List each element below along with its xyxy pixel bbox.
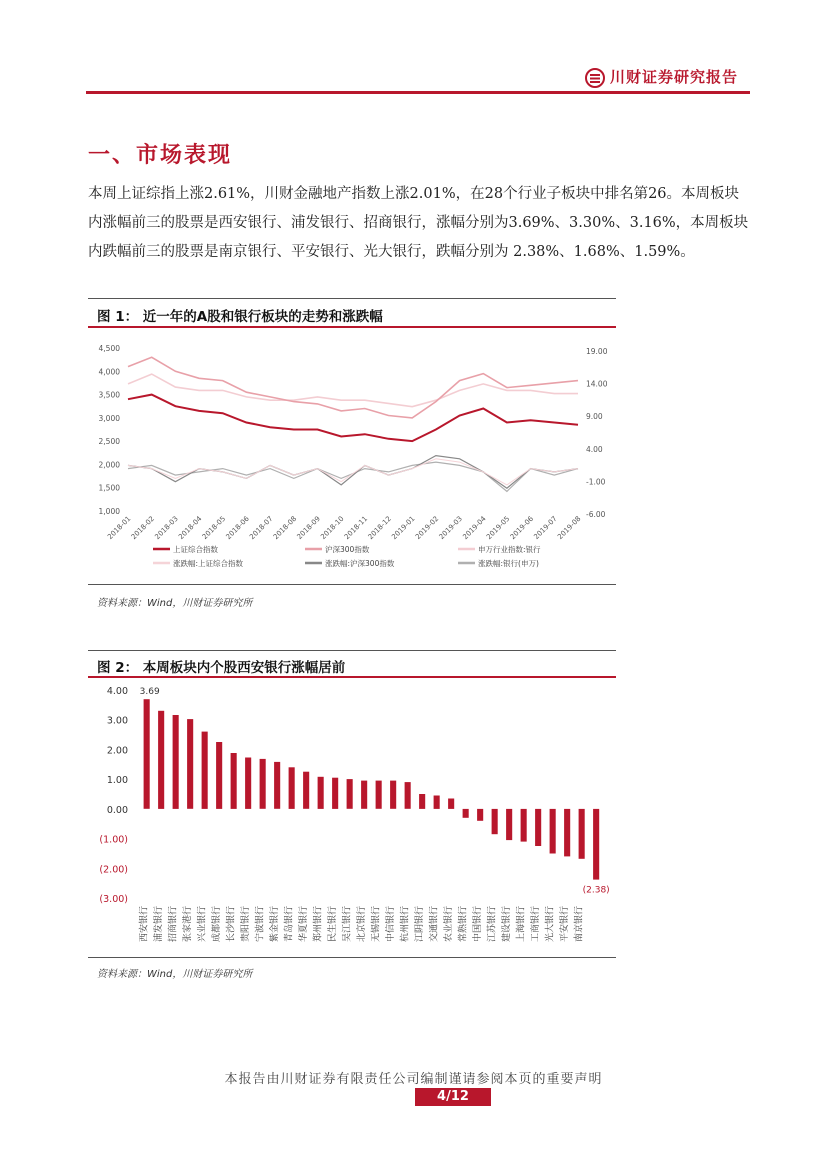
figure2-bars: [144, 699, 600, 879]
category-label: 工商银行: [531, 906, 542, 943]
category-label: 建设银行: [502, 906, 513, 943]
category-label: 杭州银行: [400, 906, 411, 943]
left-tick-label: 1,500: [98, 483, 120, 493]
category-label: 张家港行: [183, 906, 194, 943]
figure2-title: 图 2： 本周板块内个股西安银行涨幅居前: [97, 660, 346, 676]
x-tick-label: 2018-09: [295, 514, 322, 542]
bar: [144, 699, 150, 809]
x-tick-label: 2019-04: [461, 514, 488, 542]
legend-label: 上证综合指数: [173, 545, 218, 554]
legend-label: 涨跌幅:银行(申万): [478, 559, 539, 568]
figure2-top-rule: [88, 650, 616, 651]
x-tick-label: 2018-02: [129, 514, 157, 542]
bar: [593, 809, 599, 880]
brand-logo-icon: [585, 68, 605, 88]
figure1-bottom-rule: [88, 584, 616, 585]
bar: [216, 742, 222, 809]
bar: [303, 772, 309, 809]
legend-label: 涨跌幅:上证综合指数: [173, 559, 244, 568]
y-tick-label: 3.00: [106, 715, 128, 727]
figure1-title-rule: [88, 326, 616, 328]
figure2-bottom-rule: [88, 957, 616, 958]
figure2-y-axis: [99, 686, 128, 905]
legend-label: 沪深300指数: [325, 545, 370, 554]
category-label: 郑州银行: [313, 906, 324, 943]
x-tick-label: 2018-03: [153, 514, 180, 542]
right-tick-label: 4.00: [586, 444, 603, 454]
y-tick-label: (3.00): [99, 894, 128, 905]
x-tick-label: 2019-02: [413, 514, 441, 542]
bar: [535, 809, 541, 846]
left-tick-label: 3,500: [98, 390, 120, 400]
bar: [274, 762, 280, 809]
x-tick-label: 2019-07: [532, 514, 559, 542]
data-label-min: (2.38): [582, 885, 610, 896]
bar: [376, 781, 382, 809]
footer-disclaimer: 本报告由川财证券有限责任公司编制谨请参阅本页的重要声明: [224, 1072, 603, 1087]
bar: [550, 809, 556, 854]
category-label: 光大银行: [545, 906, 556, 943]
right-tick-label: 19.00: [586, 347, 608, 356]
bar: [492, 809, 498, 834]
bar: [318, 777, 324, 809]
x-tick-label: 2018-04: [177, 514, 204, 542]
category-label: 上海银行: [516, 906, 527, 943]
right-tick-label: 14.00: [586, 379, 608, 389]
figure1-title: 图 1： 近一年的A股和银行板块的走势和涨跌幅: [97, 309, 383, 325]
bar: [347, 779, 353, 809]
y-tick-label: 2.00: [106, 745, 128, 757]
y-tick-label: (2.00): [99, 864, 128, 876]
bar: [434, 796, 440, 809]
bar: [260, 759, 266, 809]
category-label: 中信银行: [386, 906, 397, 943]
bar: [448, 799, 454, 809]
figure2-bar-chart: [88, 678, 616, 954]
category-label: 浦发银行: [154, 906, 165, 943]
y-tick-label: 1.00: [106, 775, 128, 787]
series-line-1: [128, 395, 578, 442]
x-tick-label: 2018-11: [342, 514, 370, 542]
bar: [231, 753, 237, 809]
figure1-line-chart: [88, 330, 616, 580]
x-tick-label: 2018-12: [366, 514, 393, 542]
bar: [405, 782, 411, 809]
series-line-6: [128, 462, 578, 491]
x-tick-label: 2018-05: [200, 514, 228, 542]
left-tick-label: 4,000: [98, 367, 120, 377]
category-label: 江阴银行: [415, 906, 426, 943]
x-tick-label: 2019-06: [508, 514, 536, 542]
bar: [564, 809, 570, 857]
x-tick-label: 2019-03: [437, 514, 464, 542]
figure2-data-labels: [140, 687, 610, 895]
category-label: 吴江银行: [342, 906, 353, 943]
category-label: 交通银行: [429, 906, 440, 943]
x-tick-label: 2018-07: [248, 514, 275, 542]
figure1-left-axis: [99, 344, 121, 516]
bar: [361, 781, 367, 809]
series-line-3: [128, 374, 578, 407]
legend-label: 涨跌幅:沪深300指数: [325, 559, 395, 568]
bar: [419, 794, 425, 809]
left-tick-label: 3,000: [98, 413, 120, 423]
bar: [173, 715, 179, 809]
right-tick-label: -1.00: [586, 477, 606, 487]
data-label-max: 3.69: [139, 687, 160, 698]
category-label: 江苏银行: [487, 906, 498, 943]
left-tick-label: 2,500: [98, 437, 120, 447]
figure1-top-rule: [88, 298, 616, 299]
right-tick-label: -6.00: [586, 510, 606, 519]
y-tick-label: 4.00: [106, 686, 128, 697]
x-tick-label: 2018-06: [224, 514, 251, 542]
category-label: 无锡银行: [371, 906, 382, 943]
category-label: 西安银行: [139, 906, 150, 943]
header-divider: [86, 91, 750, 94]
x-tick-label: 2019-05: [485, 514, 512, 542]
bar: [202, 732, 208, 809]
figure1-right-axis: [586, 347, 608, 519]
bar: [390, 781, 396, 809]
category-label: 民生银行: [328, 906, 339, 943]
bar: [187, 719, 193, 809]
category-label: 中国银行: [473, 906, 484, 943]
bar: [579, 809, 585, 859]
bar: [158, 711, 164, 809]
bar: [332, 778, 338, 809]
category-label: 南京银行: [574, 906, 585, 943]
bar: [521, 809, 527, 842]
figure2-source: 资料来源：Wind，川财证券研究所: [97, 969, 253, 980]
category-label: 农业银行: [444, 906, 455, 943]
x-tick-label: 2019-08: [556, 514, 583, 542]
figure1-x-axis: [106, 514, 582, 541]
category-label: 华夏银行: [299, 906, 310, 943]
figure1-source: 资料来源：Wind，川财证券研究所: [97, 598, 253, 609]
bar: [289, 767, 295, 809]
category-label: 青岛银行: [284, 906, 295, 943]
figure2-category-axis: [138, 906, 585, 942]
category-label: 贵阳银行: [241, 906, 252, 943]
section-title: 一、市场表现: [88, 143, 233, 168]
category-label: 宁波银行: [255, 906, 266, 943]
bar: [506, 809, 512, 840]
x-tick-label: 2018-10: [319, 514, 346, 542]
bar: [477, 809, 483, 821]
category-label: 兴业银行: [197, 906, 208, 943]
y-tick-label: (1.00): [99, 834, 128, 846]
report-brand-title: 川财证券研究报告: [610, 68, 739, 86]
x-tick-label: 2018-08: [271, 514, 299, 542]
legend-label: 申万行业指数:银行: [478, 545, 541, 554]
x-tick-label: 2018-01: [106, 514, 133, 542]
left-tick-label: 4,500: [98, 344, 120, 353]
page-number: 4/12: [415, 1088, 491, 1106]
category-label: 常熟银行: [458, 906, 469, 943]
category-label: 平安银行: [560, 906, 571, 943]
category-label: 招商银行: [168, 906, 179, 943]
category-label: 成都银行: [212, 906, 223, 943]
left-tick-label: 1,000: [98, 507, 120, 516]
category-label: 北京银行: [357, 906, 368, 943]
category-label: 紫金银行: [270, 906, 281, 943]
category-label: 长沙银行: [226, 906, 237, 943]
right-tick-label: 9.00: [586, 412, 603, 422]
bar: [463, 809, 469, 818]
series-line-2: [128, 357, 578, 418]
figure1-series: [128, 357, 578, 491]
market-summary-paragraph: 本周上证综指上涨2.61%，川财金融地产指数上涨2.01%，在28个行业子板块中排名第26。本周板块内涨幅前三的股票是西安银行、浦发银行、招商银行，涨幅分别为3.69%、3.30%、3.16%，本周板块内跌幅前三的股票是南京银行、平安银行、光大银行，跌幅分别为 2.38%、1.68%、1.59%。: [88, 186, 749, 260]
x-tick-label: 2019-01: [390, 514, 417, 542]
bar: [245, 758, 251, 809]
y-tick-label: 0.00: [106, 804, 128, 816]
left-tick-label: 2,000: [98, 460, 120, 470]
figure1-legend: [153, 544, 541, 568]
